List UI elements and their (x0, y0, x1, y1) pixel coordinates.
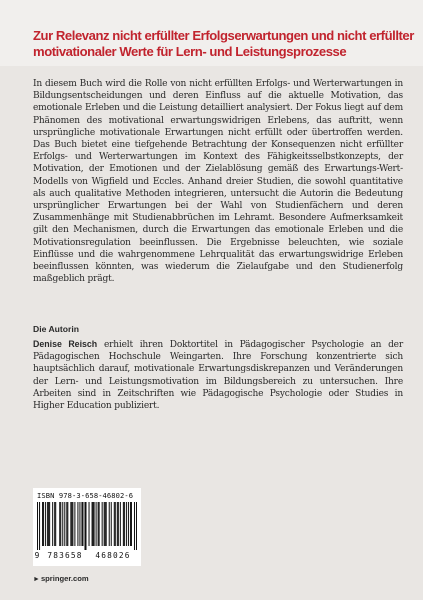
barcode-digit-group-left: 783658 (47, 551, 83, 560)
barcode-digits (33, 551, 141, 560)
barcode-icon (37, 502, 137, 550)
right-arrow-icon: ► (33, 576, 40, 583)
barcode-digit-group-right: 468026 (95, 551, 131, 560)
barcode-digit-prefix: 9 (34, 551, 40, 560)
author-bio-text: erhielt ihren Doktortitel in Pädagogischer Psychologie an der Pädagogischen Hochschule Weingarten. Ihre Forschung konzentrierte sich hauptsächlich darauf, motivationale Erwartungsdiskrepanzen und Veränderungen der Lern- und Leistungsmotivation im Bildungsbereich zu untersuchen. Ihre Arbeiten sind in Zeitschriften wie Pädagogische Psychologie oder Studies in Higher Education publiziert. (33, 340, 403, 412)
author-name: Denise Reisch (33, 339, 98, 349)
book-description (33, 78, 403, 285)
book-title: Zur Relevanz nicht erfüllter Erfolgserwartungen und nicht erfüllter motivationaler Werte für Lern- und Leistungsprozesse (33, 28, 414, 59)
publisher-link[interactable] (33, 574, 89, 583)
description-paragraph: In diesem Buch wird die Rolle von nicht erfüllten Erfolgs- und Werterwartungen in Bildungsentscheidungen und deren Einfluss auf die aktuelle Motivation, das emotionale Erleben und die Leistung detailliert analysiert. Der Fokus liegt auf dem Phänomen des motivational erwartungswidrigen Erlebens, das auftritt, wenn ursprüngliche motivationale Erwartungen nicht erfüllt oder übertroffen werden. Das Buch bietet eine tiefgehende Betrachtung der Konsequenzen nicht erfüllter Erfolgs- und Werterwartungen im Kontext des Fähigkeitsselbstkonzepts, der Motivation, der Emotionen und der Zielablösung gemäß des Erwartungs-Wert-Modells von Wigfield und Eccles. Anhand dreier Studien, die sowohl quantitative als auch qualitative Methoden integrieren, untersucht die Autorin die Bedeutung ursprünglicher Erwartungen bei der Wahl von Studienfächern und deren Zusammenhänge mit Studienabbrüchen im Lehramt. Besondere Aufmerksamkeit gilt den Mechanismen, durch die Erwartungen das emotionale Erleben und die Motivationsregulation beeinflussen. Die Ergebnisse beleuchten, wie soziale Einflüsse und die wahrgenommene Lehrqualität das erwartungswidrige Erleben beeinflussen könnten, was wiederum die Zielaufgabe und den Studienerfolg maßgeblich prägt. (33, 79, 403, 285)
author-biography (33, 338, 403, 412)
isbn-label: ISBN 978-3-658-46802-6 (37, 491, 134, 500)
publisher-url: springer.com (40, 574, 89, 583)
barcode-panel (33, 488, 141, 566)
author-section-heading: Die Autorin (33, 324, 79, 334)
